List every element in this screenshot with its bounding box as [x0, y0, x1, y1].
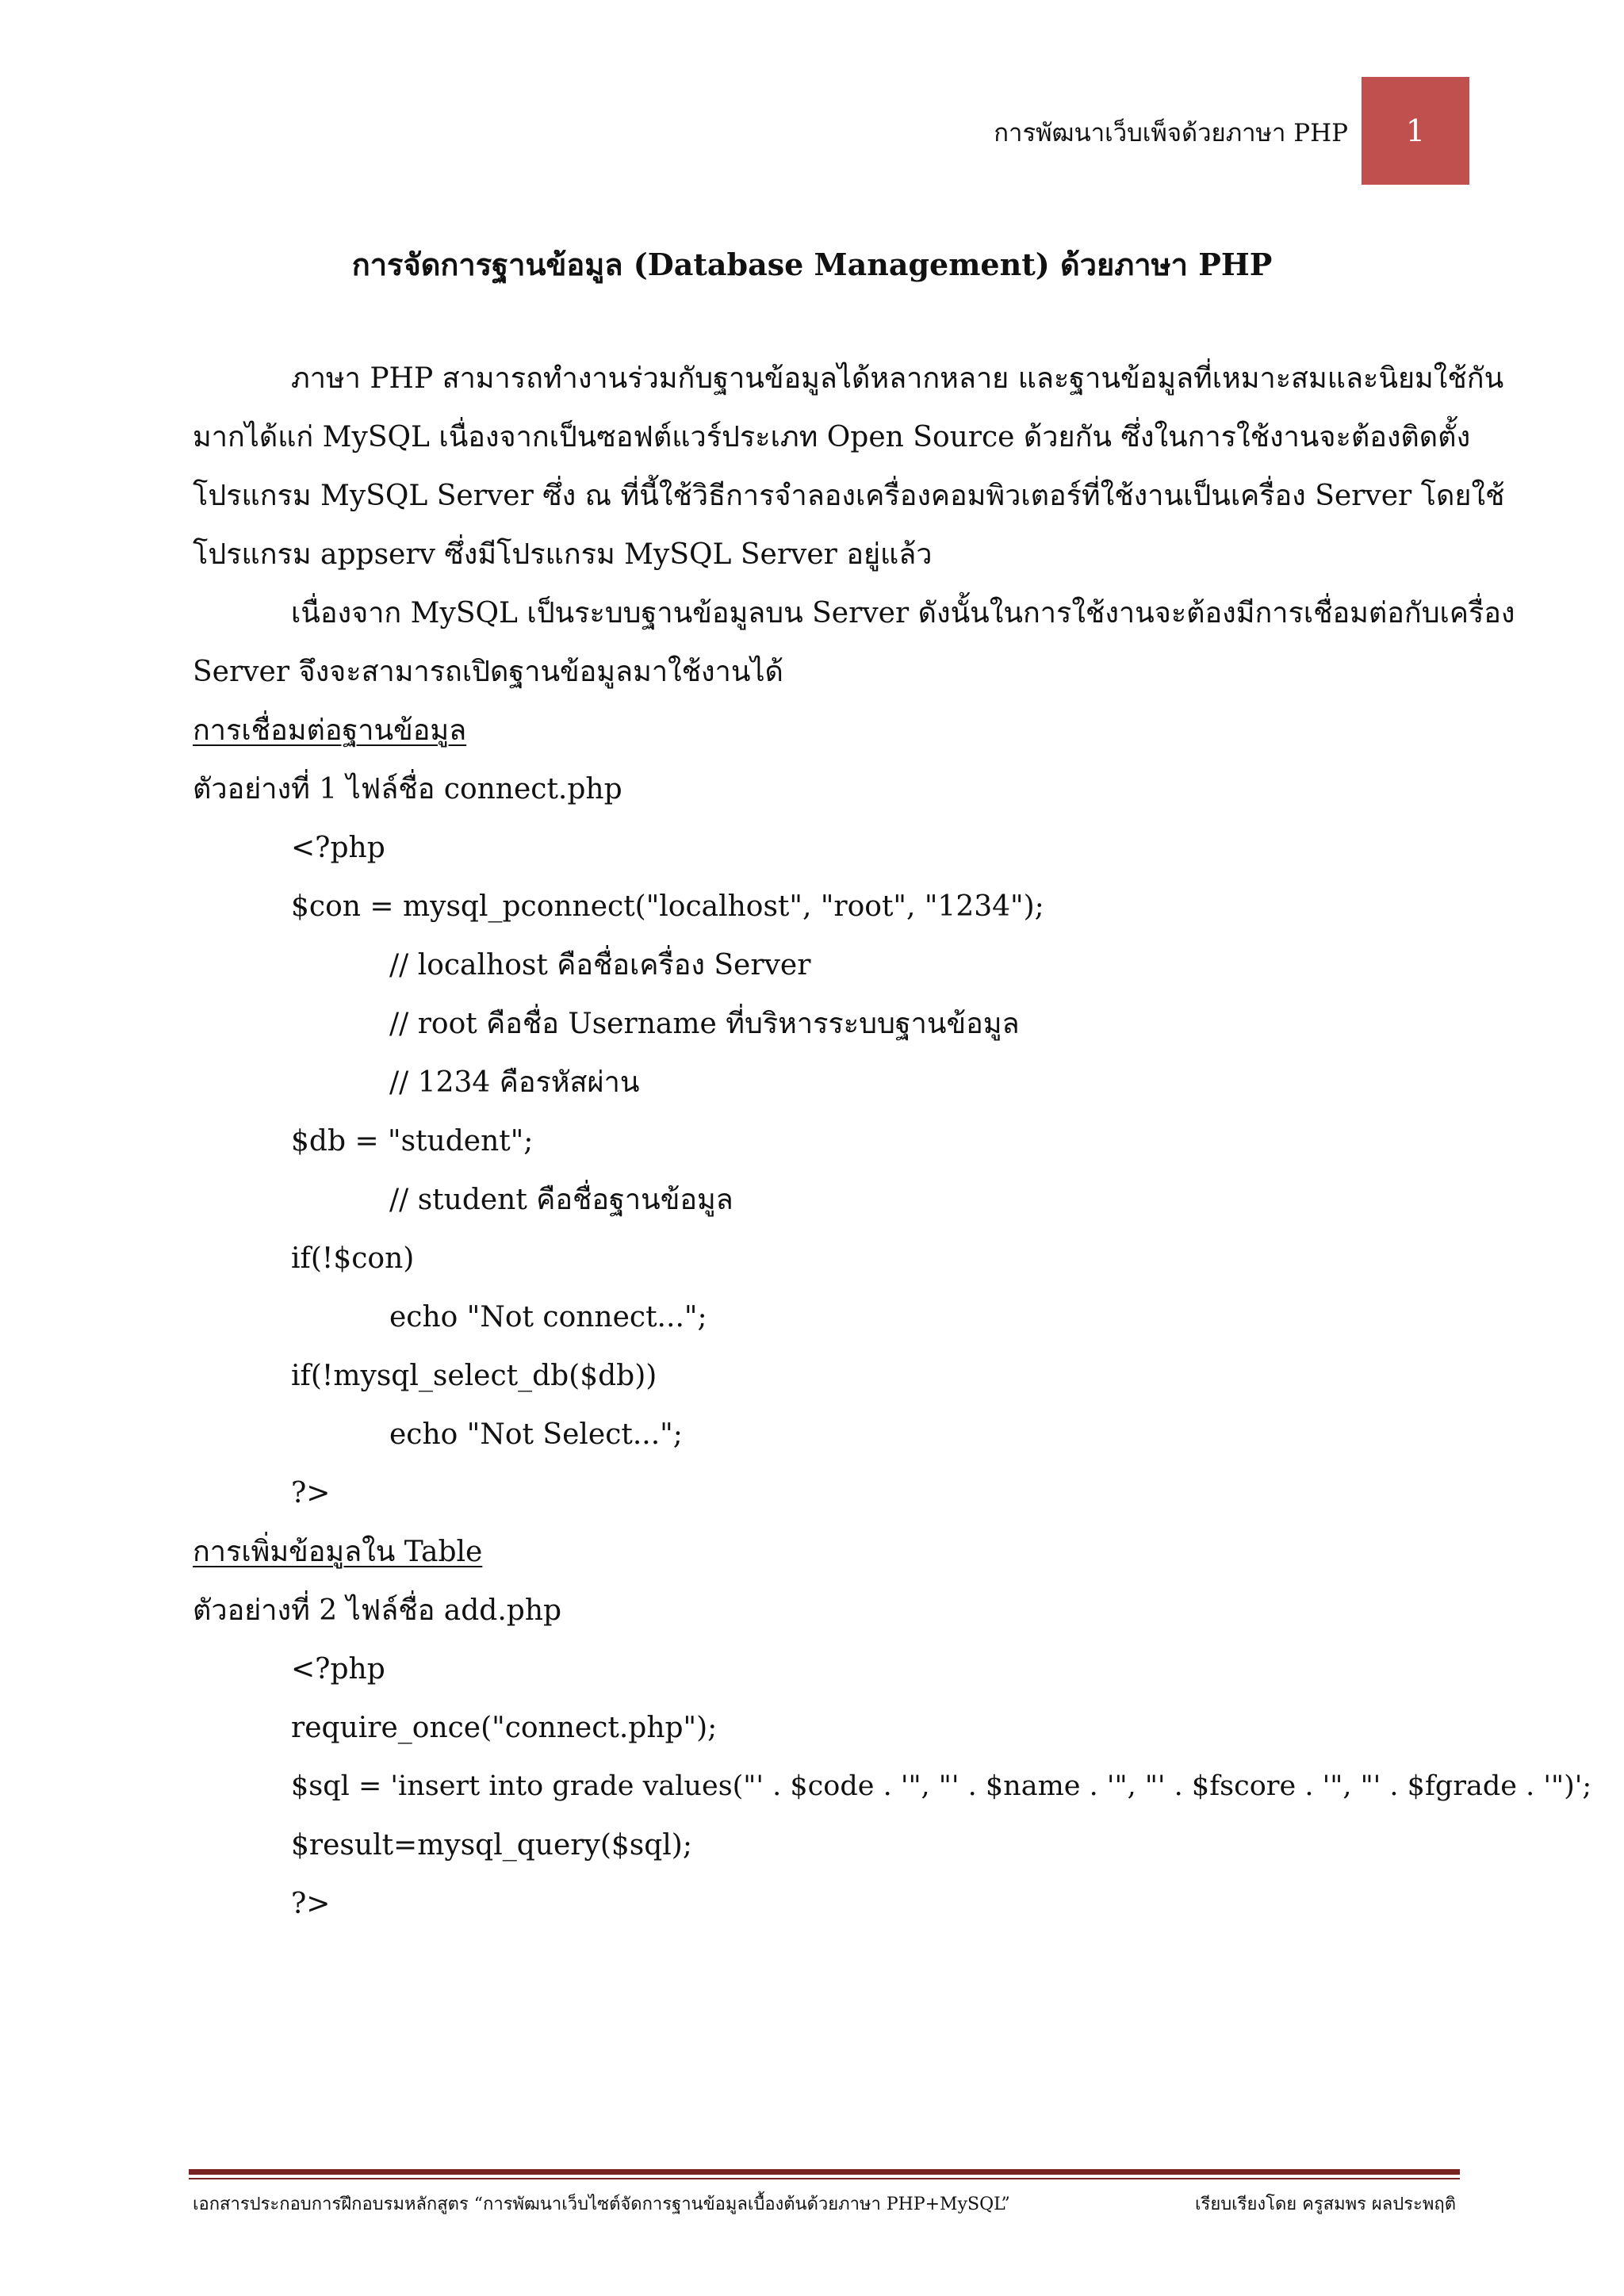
code-comment: // root คือชื่อ Username ที่บริหารระบบฐานข้อมูล: [389, 1008, 1020, 1040]
code-line: if(!mysql_select_db($db)): [291, 1360, 657, 1392]
code-line: require_once("connect.php");: [291, 1712, 718, 1744]
footer-rule-thin: [189, 2178, 1460, 2179]
code-line: ?>: [291, 1477, 331, 1510]
paragraph-line: โปรแกรม appserv ซึ่งมีโปรแกรม MySQL Server อยู่แล้ว: [193, 538, 933, 571]
code-comment: // localhost คือชื่อเครื่อง Server: [389, 949, 811, 982]
code-line: $sql = 'insert into grade values("' . $code . '", "' . $name . '", "' . $fscore . '", "' . $fgrade . '")';: [291, 1770, 1592, 1802]
code-line: echo "Not Select...";: [389, 1418, 683, 1451]
code-line: ?>: [291, 1888, 331, 1920]
code-line: if(!$con): [291, 1242, 415, 1275]
code-line: $result=mysql_query($sql);: [291, 1829, 692, 1862]
paragraph-line: มากได้แก่ MySQL เนื่องจากเป็นซอฟต์แวร์ประเภท Open Source ด้วยกัน ซึ่งในการใช้งานจะต้องติดตั้ง: [193, 421, 1471, 453]
footer-left-text: เอกสารประกอบการฝึกอบรมหลักสูตร “การพัฒนาเว็บไซต์จัดการฐานข้อมูลเบื้องต้นด้วยภาษา PHP+MySQL”: [193, 2195, 1010, 2214]
document-title: การจัดการฐานข้อมูล (Database Management) ด้วยภาษา PHP: [351, 247, 1273, 282]
paragraph-line: โปรแกรม MySQL Server ซึ่ง ณ ที่นี้ใช้วิธีการจำลองเครื่องคอมพิวเตอร์ที่ใช้งานเป็นเครื่อง Server โดยใช้: [193, 480, 1505, 512]
code-comment: // 1234 คือรหัสผ่าน: [389, 1066, 640, 1099]
section-heading-connect: การเชื่อมต่อฐานข้อมูล: [193, 714, 467, 747]
paragraph-line: ภาษา PHP สามารถทำงานร่วมกับฐานข้อมูลได้หลากหลาย และฐานข้อมูลที่เหมาะสมและนิยมใช้กัน: [291, 362, 1504, 395]
code-comment: // student คือชื่อฐานข้อมูล: [389, 1184, 733, 1216]
code-line: echo "Not connect...";: [389, 1301, 707, 1334]
example-label-2: ตัวอย่างที่ 2 ไฟล์ชื่อ add.php: [193, 1594, 562, 1627]
section-heading-add: การเพิ่มข้อมูลใน Table: [193, 1536, 483, 1568]
paragraph-line: เนื่องจาก MySQL เป็นระบบฐานข้อมูลบน Server ดังนั้นในการใช้งานจะต้องมีการเชื่อมต่อกับเครื่อง: [291, 597, 1515, 629]
footer-right-text: เรียบเรียงโดย ครูสมพร ผลประพฤติ: [1194, 2195, 1456, 2214]
code-line: <?php: [291, 832, 385, 864]
paragraph-line: Server จึงจะสามารถเปิดฐานข้อมูลมาใช้งานได้: [193, 656, 783, 688]
footer-rule-thick: [189, 2169, 1460, 2175]
example-label-1: ตัวอย่างที่ 1 ไฟล์ชื่อ connect.php: [193, 773, 622, 806]
code-line: <?php: [291, 1653, 385, 1686]
code-line: $db = "student";: [291, 1125, 534, 1158]
header-title: การพัฒนาเว็บเพ็จด้วยภาษา PHP: [994, 119, 1348, 147]
code-line: $con = mysql_pconnect("localhost", "root", "1234");: [291, 890, 1044, 923]
page-number-badge: 1: [1362, 77, 1469, 185]
